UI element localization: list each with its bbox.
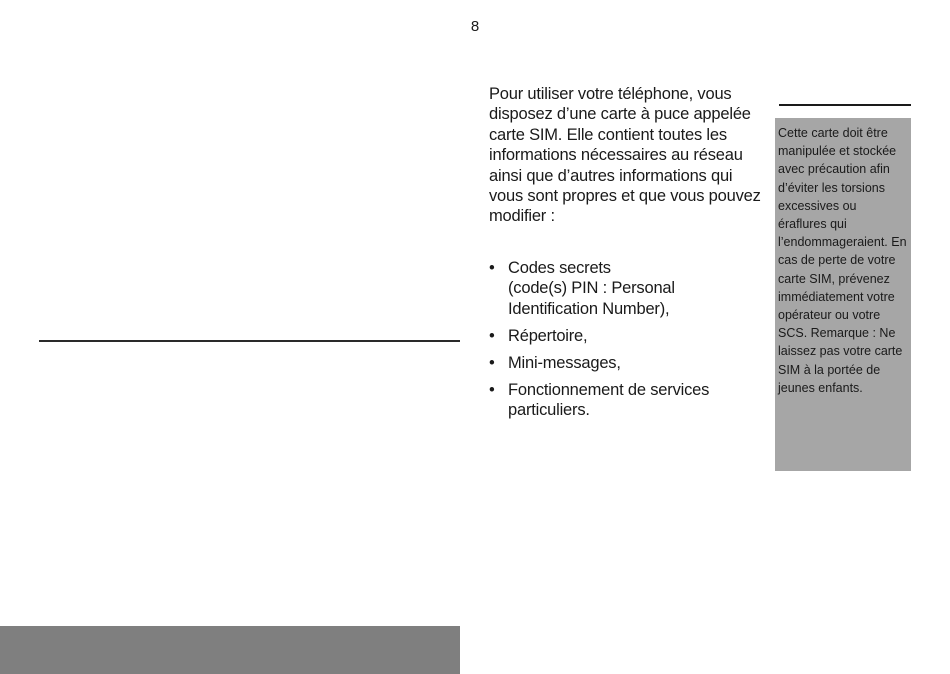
list-item-title: Fonctionnement de services particuliers. [508,380,710,419]
bullet-icon: • [489,326,495,345]
list-item [489,380,769,421]
note-divider [779,104,911,106]
list-item-title: Mini-messages, [508,353,621,372]
intro-paragraph: Pour utiliser votre téléphone, vous disposez d’une carte à puce appelée carte SIM. Elle contient toutes les informations nécessaires au réseau ainsi que d’autres informations qui vous sont propres et que vous pouvez modifier : [489,85,761,226]
list-item-title: Codes secrets [508,259,611,277]
list-item-title: Répertoire, [508,326,588,345]
left-divider [39,340,460,342]
list-item [489,353,769,373]
page-number: 8 [470,18,480,35]
footer-bar [0,626,460,674]
list-item [489,258,769,319]
bullet-icon: • [489,353,495,372]
list-item-detail: (code(s) PIN : Personal Identification Number), [508,279,675,318]
warning-note: Cette carte doit être manipulée et stockée avec précaution afin d’éviter les torsions excessives ou éraflures qui l’endommageraient. En cas de perte de votre carte SIM, prévenez immédiatement votre opérateur ou votre SCS. Remarque : Ne laissez pas votre carte SIM à la portée de jeunes enfants. [775,118,911,471]
list-item [489,326,769,346]
feature-list [489,258,769,427]
bullet-icon: • [489,380,495,399]
bullet-icon: • [489,259,495,277]
